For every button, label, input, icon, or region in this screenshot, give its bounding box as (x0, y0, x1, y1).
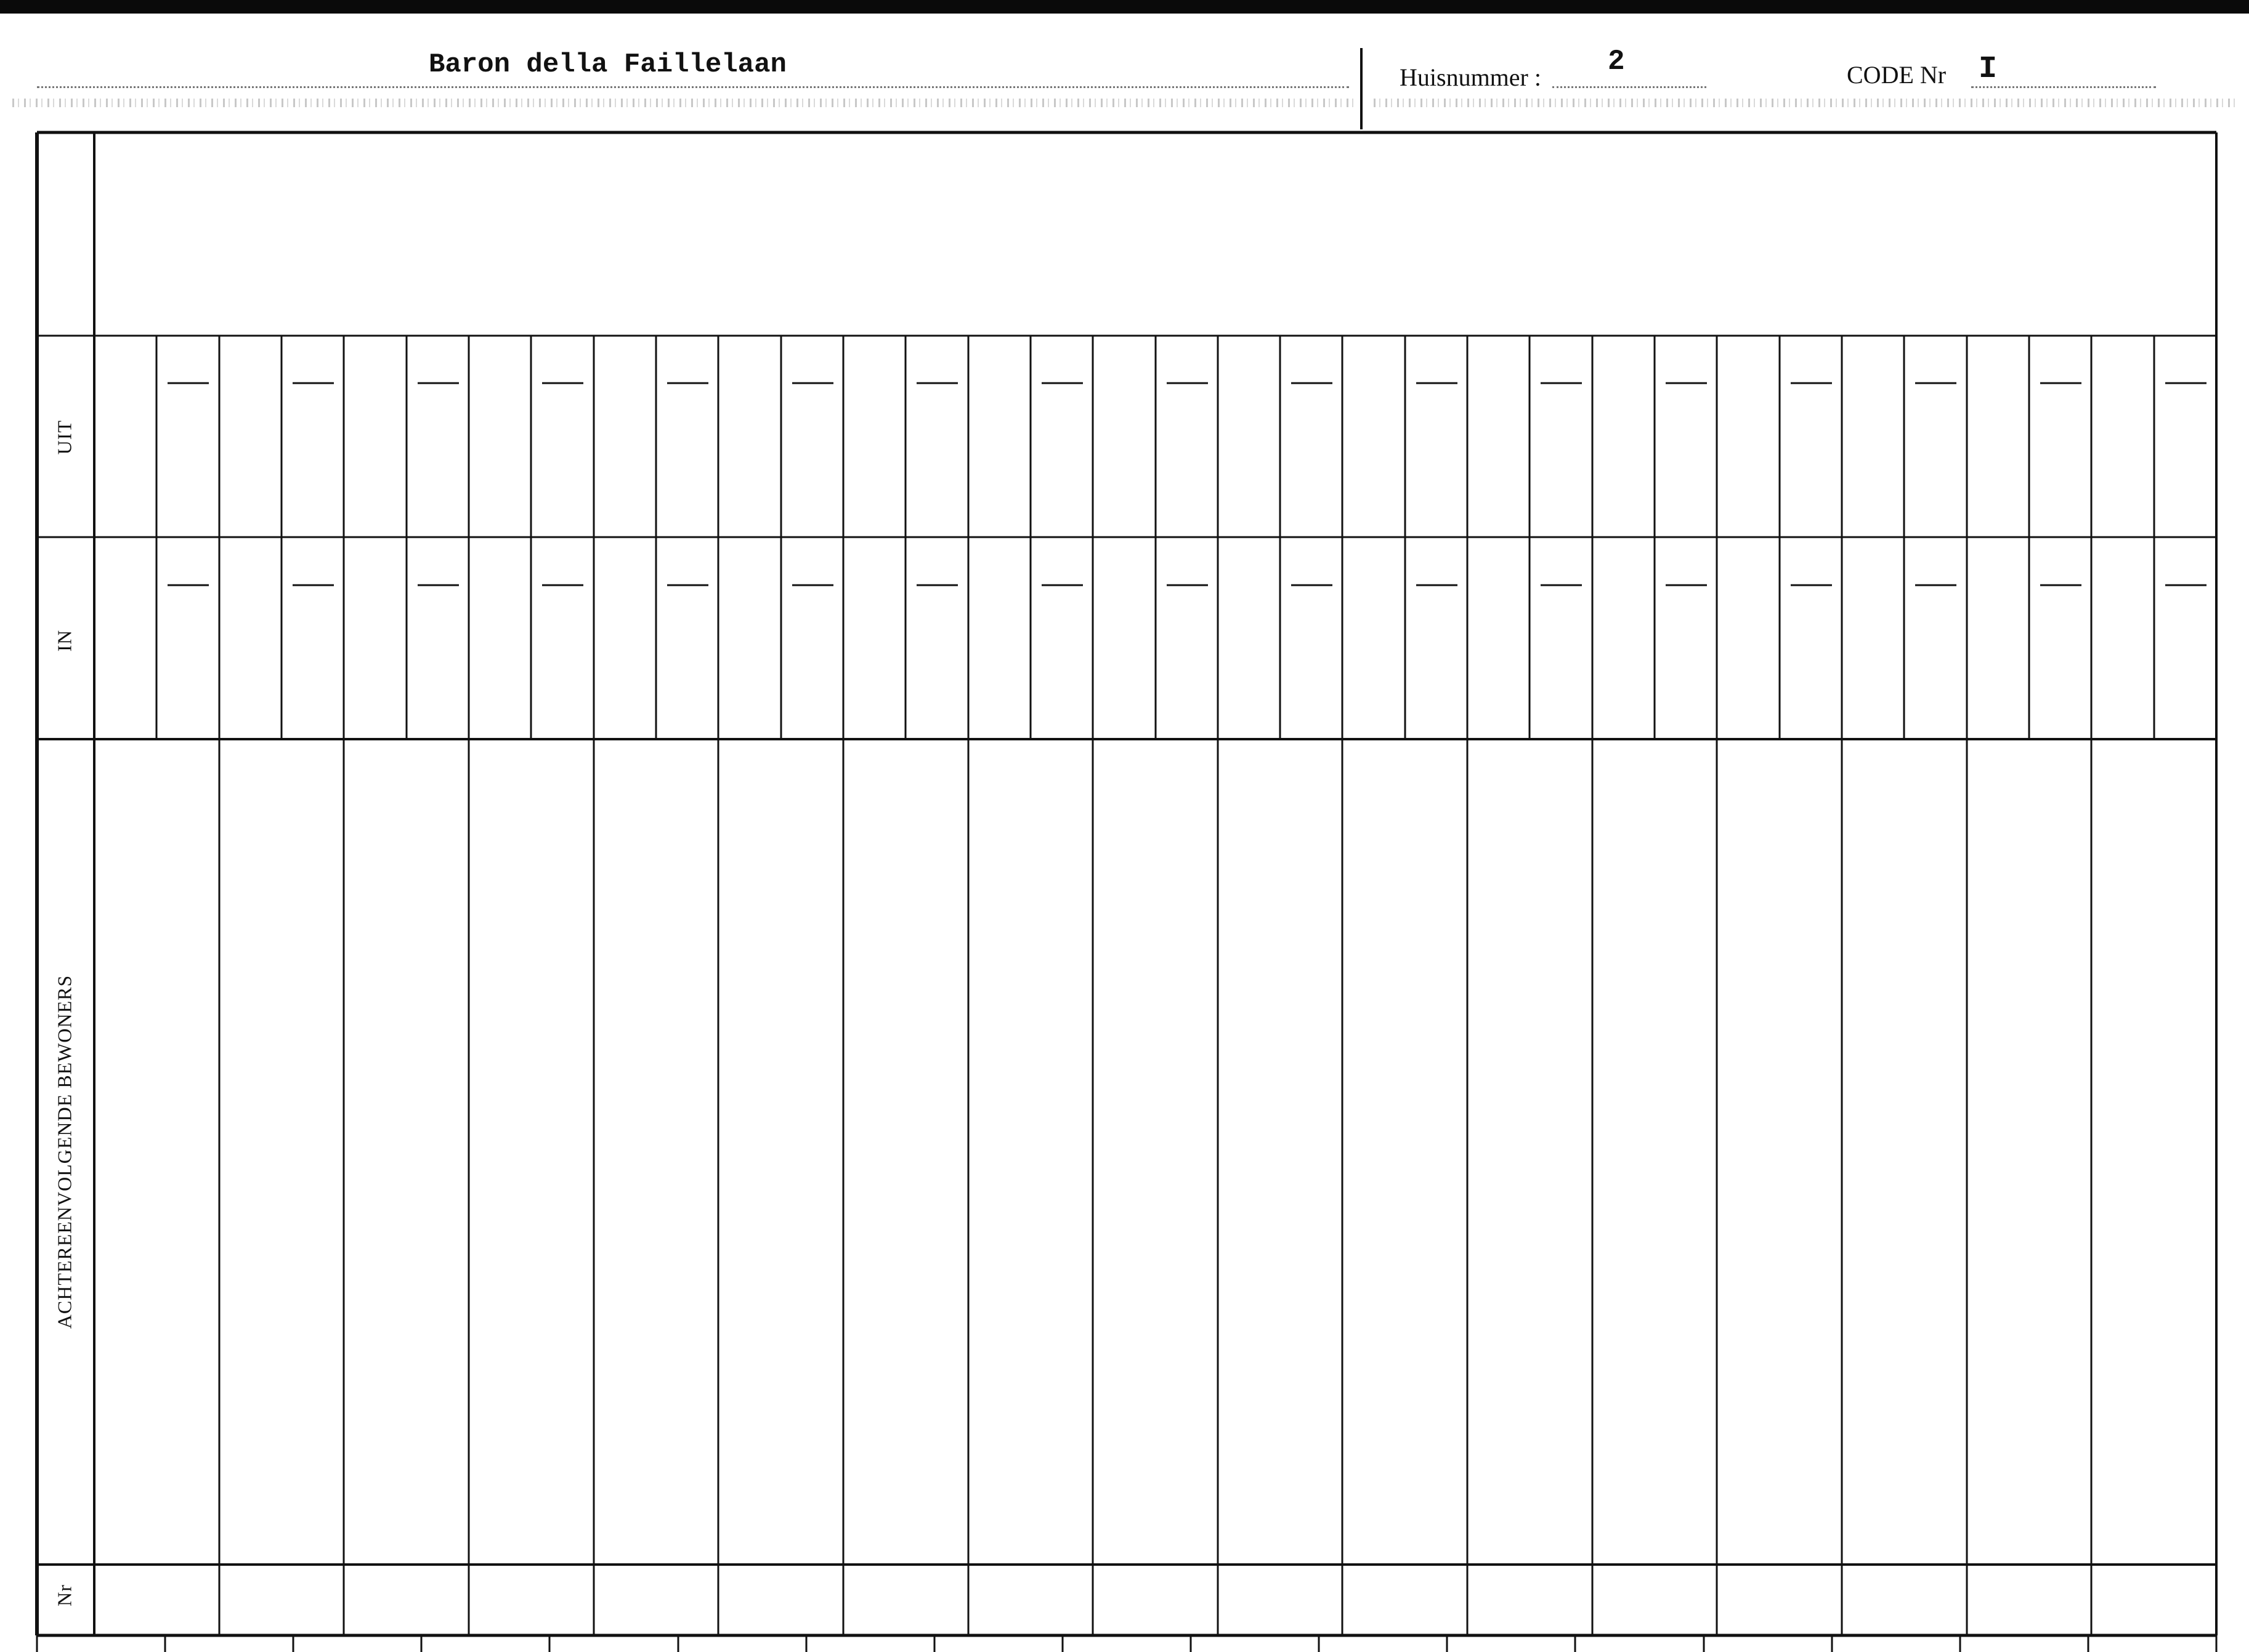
street-name: Baron della Faillelaan (429, 49, 787, 80)
row-label-nr: Nr (53, 1584, 76, 1606)
code-value: I (1979, 52, 1998, 87)
house-number-label: Huisnummer : (1400, 63, 1541, 91)
row-label-bewoners: ACHTEREENVOLGENDE BEWONERS (53, 974, 76, 1329)
row-label-in: IN (53, 630, 76, 652)
code-label: CODE Nr (1847, 61, 1947, 89)
house-number-value: 2 (1608, 46, 1625, 78)
row-label-uit: UIT (53, 419, 76, 455)
